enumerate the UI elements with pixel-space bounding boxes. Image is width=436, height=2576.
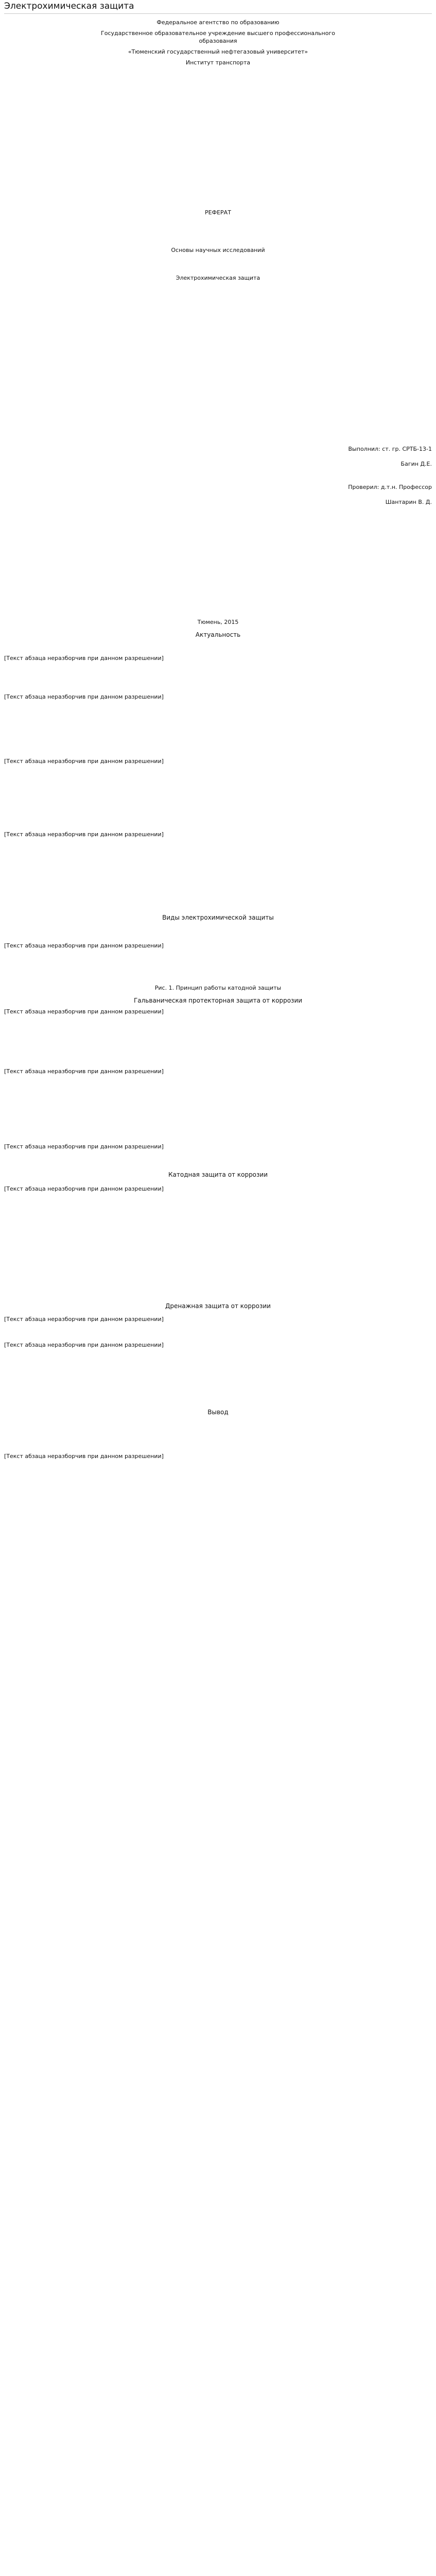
performed-by: Выполнил: ст. гр. СРТБ-13-1 [348,446,432,452]
institute-name: Институт транспорта [185,59,251,66]
section-heading-drainage [4,1302,432,1310]
paragraph-text: [Текст абзаца неразборчив при данном разрешении] [4,1008,164,1015]
conclusion-heading-text: Вывод [207,1409,229,1416]
section-heading-relevance [4,631,432,639]
title-page-header [4,19,432,66]
university-name: «Тюменский государственный нефтегазовый университет» [128,48,308,55]
paragraph [4,1452,432,1460]
cathodic-heading-text: Катодная защита от коррозии [168,1171,268,1178]
author-block [4,445,432,506]
report-kind [4,209,432,216]
institution-name: Государственное образовательное учреждение высшего профессионального [101,30,335,37]
paragraph [4,1143,432,1150]
paragraph [4,693,432,701]
city-year [4,618,432,626]
paragraph-text: [Текст абзаца неразборчив при данном разрешении] [4,831,164,838]
paragraph [4,831,432,838]
paragraph [4,1008,432,1015]
section-heading-conclusion [4,1408,432,1416]
galvanic-heading-text: Гальваническая протекторная защита от коррозии [133,997,303,1004]
paragraph-text: [Текст абзаца неразборчив при данном разрешении] [4,758,164,765]
professor-name: Шантарин В. Д. [385,499,432,505]
topic-block [4,274,432,282]
section-heading-galvanic [4,996,432,1005]
paragraph [4,1185,432,1193]
drainage-heading-text: Дренажная защита от коррозии [165,1302,271,1310]
paragraph [4,1341,432,1349]
figure-caption-text: Рис. 1. Принцип работы катодной защиты [154,985,282,991]
paragraph-text: [Текст абзаца неразборчив при данном разрешении] [4,693,164,700]
section-heading-types [4,913,432,922]
report-kind-label: РЕФЕРАТ [205,209,231,216]
paragraph [4,1315,432,1323]
section-heading-cathodic [4,1171,432,1179]
paragraph [4,654,432,662]
paragraph-text: [Текст абзаца неразборчив при данном разрешении] [4,942,164,949]
paragraph [4,942,432,950]
paragraph-text: [Текст абзаца неразборчив при данном разрешении] [4,655,164,662]
agency-name: Федеральное агентство по образованию [156,19,280,26]
paragraph-text: [Текст абзаца неразборчив при данном разрешении] [4,1342,164,1348]
city-year-label: Тюмень, 2015 [197,619,239,625]
paragraph [4,757,432,765]
subject-name: Основы научных исследований [171,247,265,253]
topic-name: Электрохимическая защита [176,275,260,281]
paragraph [4,1067,432,1075]
document-title: Электрохимическая защита [4,1,432,14]
relevance-heading-text: Актуальность [195,631,241,638]
checked-by: Проверил: д.т.н. Профессор [348,484,432,490]
paragraph-text: [Текст абзаца неразборчив при данном разрешении] [4,1453,164,1460]
types-heading-text: Виды электрохимической защиты [162,914,274,921]
paragraph-text: [Текст абзаца неразборчив при данном разрешении] [4,1068,164,1075]
figure-caption [4,984,432,992]
paragraph-text: [Текст абзаца неразборчив при данном разрешении] [4,1185,164,1192]
subject-block [4,246,432,254]
institution-name-cont: образования [199,38,237,44]
student-name: Багин Д.Е. [400,461,432,467]
paragraph-text: [Текст абзаца неразборчив при данном разрешении] [4,1316,164,1323]
paragraph-text: [Текст абзаца неразборчив при данном разрешении] [4,1143,164,1150]
